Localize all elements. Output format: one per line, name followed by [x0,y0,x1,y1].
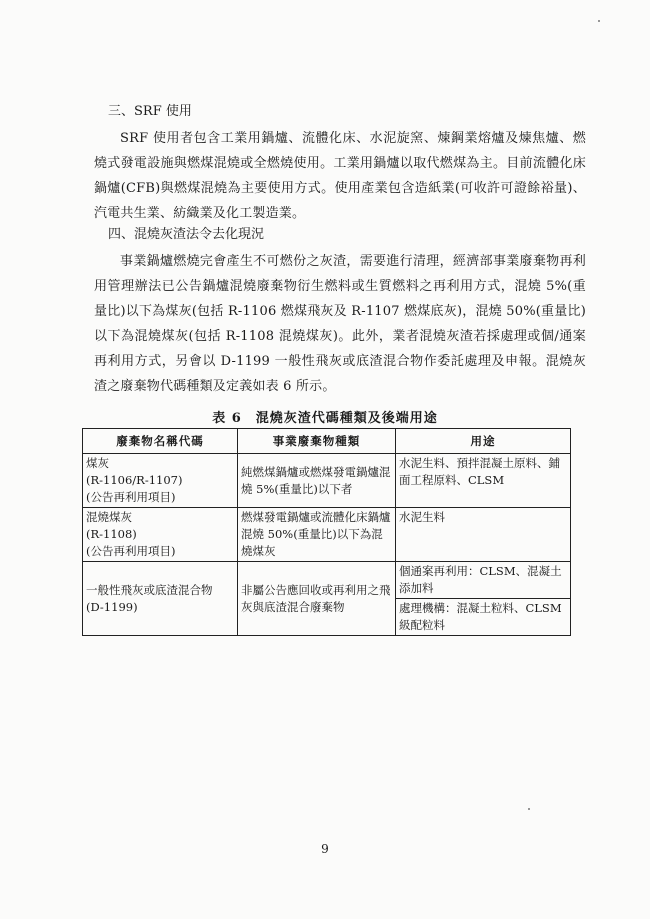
section-4-text: 事業鍋爐燃燒完會產生不可燃份之灰渣，需要進行清理，經濟部事業廢棄物再利用管理辦法已公告鍋爐混燒廢棄物衍生燃料或生質燃料之再利用方式，混燒 5%(重量比)以下為煤灰(包括 R-1106 燃煤飛灰及 R-1107 燃煤底灰)，混燒 50%(重量比)以下為混燒煤灰(包括 R-1108 混燒煤灰)。此外，業者混燒灰渣若採處理或個/通案再利用方式，另會以 D-1199 一般性飛灰或底渣混合物作委託處理及申報。混燒灰渣之廢棄物代碼種類及定義如表 6 所示。 [94,254,586,394]
cell-code [83,562,238,636]
code-line: (D-1199) [86,599,138,614]
section-3-paragraph [94,126,586,226]
section-4-heading: 四、混燒灰渣法令去化現況 [108,227,265,242]
code-line: (公告再利用項目) [86,544,176,558]
code-line: 一般性飛灰或底渣混合物 [86,582,213,597]
table-6 [82,428,571,636]
cell-type: 純燃煤鍋爐或燃煤發電鍋爐混燒 5%(重量比)以下者 [238,454,396,508]
table-6-caption: 表 6 混燒灰渣代碼種類及後端用途 [212,411,438,426]
page-number: 9 [321,842,329,856]
cell-use: 水泥生料 [396,508,571,562]
cell-use: 水泥生料、預拌混凝土原料、鋪面工程原料、CLSM [396,454,571,508]
table-row [83,454,571,508]
code-line: 煤灰 [86,456,109,470]
cell-use: 個通案再利用：CLSM、混凝土添加料 [396,562,571,599]
section-3-text: SRF 使用者包含工業用鍋爐、流體化床、水泥旋窯、煉鋼業熔爐及煉焦爐、燃燒式發電設施與燃煤混燒或全燃燒使用。工業用鍋爐以取代燃煤為主。目前流體化床鍋爐(CFB)與燃煤混燒為主要使用方式。使用產業包含造紙業(可收許可證餘裕量)、汽電共生業、紡織業及化工製造業。 [94,131,586,221]
header-waste-code: 廢棄物名稱代碼 [83,429,238,454]
code-line: 混燒煤灰 [86,510,132,524]
cell-use: 處理機構：混凝土粒料、CLSM級配粒料 [396,599,571,636]
scan-speck [528,808,530,810]
header-waste-type: 事業廢棄物種類 [238,429,396,454]
table-row [83,508,571,562]
code-line: (R-1108) [86,527,137,541]
cell-code [83,454,238,508]
code-line: (R-1106/R-1107) [86,473,183,487]
scan-speck [598,20,600,22]
header-use: 用途 [396,429,571,454]
section-4-paragraph [94,249,586,399]
cell-code [83,508,238,562]
cell-type: 燃煤發電鍋爐或流體化床鍋爐混燒 50%(重量比)以下為混燒煤灰 [238,508,396,562]
cell-type: 非屬公告應回收或再利用之飛灰與底渣混合廢棄物 [238,562,396,636]
code-line: (公告再利用項目) [86,490,176,504]
table-row [83,562,571,599]
table-header-row [83,429,571,454]
section-3-heading: 三、SRF 使用 [108,104,192,119]
